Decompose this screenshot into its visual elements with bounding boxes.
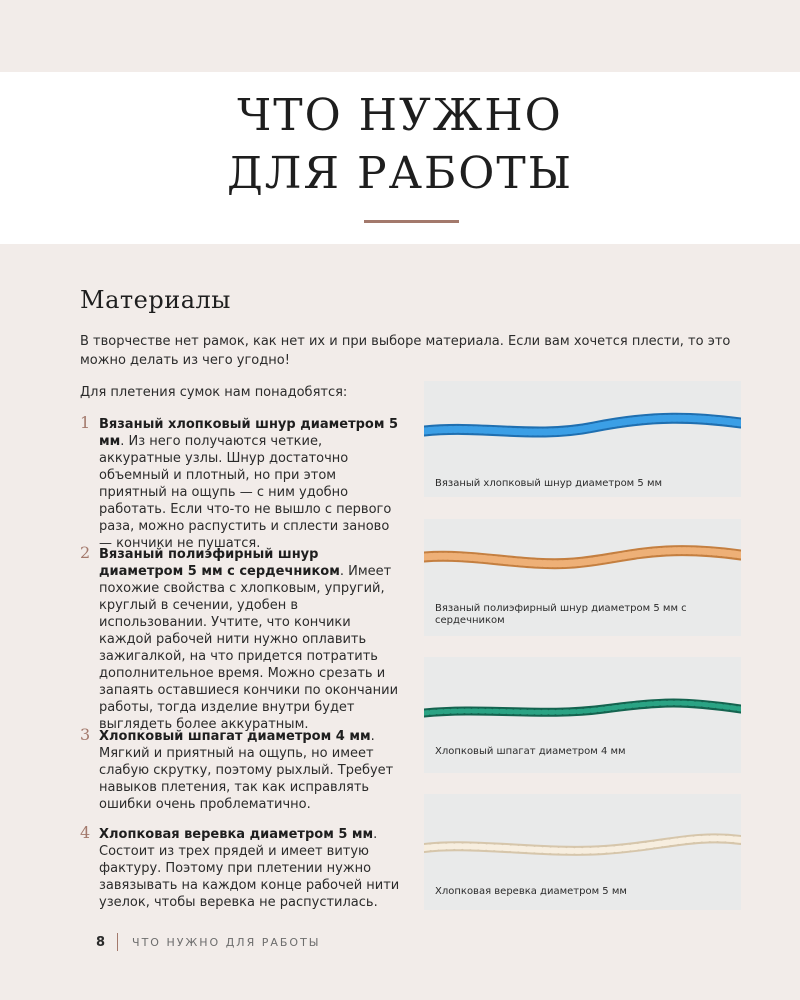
item-title: Вязаный хлопковый шнур диаметром 5 мм (99, 417, 399, 449)
photo-caption: Вязаный хлопковый шнур диаметром 5 мм (435, 478, 663, 489)
item-number: 1 (80, 413, 91, 432)
item-number: 4 (80, 823, 91, 842)
list-item-2 (80, 543, 400, 733)
photo-cream-rope (424, 794, 741, 910)
item-number: 3 (80, 725, 91, 744)
photo-caption: Вязаный полиэфирный шнур диаметром 5 мм с сердечником (435, 603, 687, 626)
page-title-line-2: ДЛЯ РАБОТЫ (227, 148, 573, 199)
item-text: . Из него получаются четкие, аккуратные узлы. Шнур достаточно объемный и плотный, но при этом приятный на ощупь — с ним удобно работать. Если что-то не вышло с первого раза, можно распустить и сплести заново — кончики не пушатся. (99, 434, 392, 551)
photo-blue-cord (424, 381, 741, 497)
photo-caption: Хлопковый шпагат диаметром 4 мм (435, 746, 626, 757)
list-item-4 (80, 823, 400, 911)
running-title: ЧТО НУЖНО ДЛЯ РАБОТЫ (132, 935, 321, 949)
page-title-line-1: ЧТО НУЖНО (237, 90, 563, 141)
page-footer (96, 932, 321, 952)
page-number: 8 (96, 934, 106, 950)
item-text: . Мягкий и приятный на ощупь, но имеет слабую скрутку, поэтому рыхлый. Требует навыков плетения, так как исправлять ошибки очень проблематично. (99, 729, 394, 812)
photo-green-twine (424, 657, 741, 773)
intro-paragraph: В творчестве нет рамок, как нет их и при выборе материала. Если вам хочется плести, то это можно делать из чего угодно! (80, 334, 731, 368)
lead-paragraph: Для плетения сумок нам понадобятся: (80, 385, 348, 400)
item-title: Хлопковая веревка диаметром 5 мм (99, 827, 374, 842)
footer-divider (117, 933, 118, 951)
photo-caption: Хлопковая веревка диаметром 5 мм (435, 886, 627, 897)
title-underline-divider (364, 220, 459, 223)
photo-orange-cord (424, 519, 741, 636)
list-item-1 (80, 413, 400, 552)
list-item-3 (80, 725, 400, 813)
item-text: . Имеет похожие свойства с хлопковым, упругий, круглый в сечении, удобен в использовании. Учтите, что кончики каждой рабочей нити нужно оплавить зажигалкой, на что придется потратить дополнительное время. Можно срезать и запаять оставшиеся кончики по окончании работы, тогда изделие внутри будет выглядеть более аккуратным. (99, 564, 399, 732)
section-heading: Материалы (80, 286, 231, 314)
item-title: Хлопковый шпагат диаметром 4 мм (99, 729, 371, 744)
item-title: Вязаный полиэфирный шнур диаметром 5 мм с сердечником (99, 547, 340, 579)
item-number: 2 (80, 543, 91, 562)
item-text: . Состоит из трех прядей и имеет витую фактуру. Поэтому при плетении нужно завязывать на каждом конце рабочей нити узелок, чтобы веревка не распустилась. (99, 827, 400, 910)
